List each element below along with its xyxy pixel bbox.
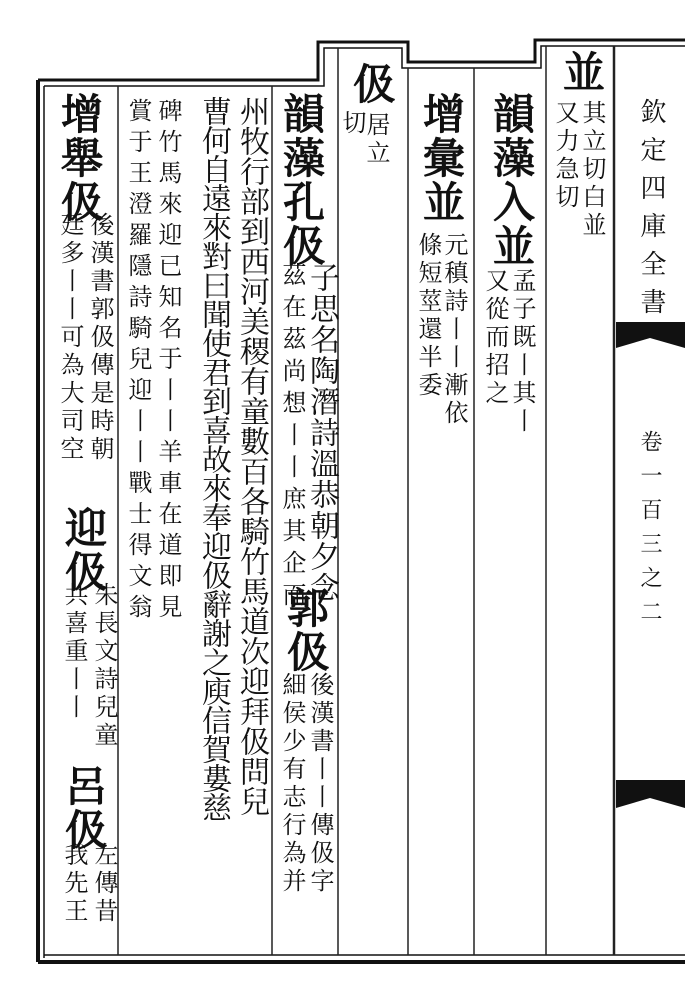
entry-note: 我先王 bbox=[60, 842, 88, 926]
entry-note: 條短莖還半委 bbox=[414, 232, 442, 400]
entry-note: 元稹詩丨丨漸依 bbox=[440, 232, 468, 428]
entry-heading: 韻藻入並 bbox=[487, 92, 536, 268]
entry-text: 曹何自遠來對曰聞使君到喜故來奉迎伋辭謝之庾信賀婁慈 bbox=[196, 96, 231, 821]
entry-text: 州牧行部到西河美稷有童數百各騎竹馬道次迎拜伋問兒 bbox=[234, 96, 269, 816]
entry-heading: 呂伋 bbox=[59, 764, 108, 852]
entry-note: 廷多丨丨可為大司空 bbox=[56, 212, 84, 464]
entry-note: 朱長文詩兒童 bbox=[90, 582, 118, 750]
entry-note: 左傳昔 bbox=[90, 842, 118, 926]
entry-text: 子思名陶潛詩溫恭朝夕念 bbox=[304, 262, 339, 603]
entry-note: 細侯少有志行為并 bbox=[278, 672, 306, 896]
entry-heading: 韻藻孔伋 bbox=[277, 92, 326, 268]
entry-note: 後漢書郭伋傳是時朝 bbox=[86, 212, 114, 464]
entry-note: 後漢書丨丨傳伋字 bbox=[306, 672, 334, 896]
entry-note: 又力急切 bbox=[551, 100, 579, 212]
header-title: 欽定四庫全書 bbox=[636, 98, 666, 326]
entry-note: 切 bbox=[338, 110, 366, 138]
entry-note: 居立 bbox=[362, 112, 390, 168]
entry-note: 又從而招之 bbox=[481, 268, 509, 408]
entry-text: 碑竹馬來迎已知名于丨丨羊車在道即見 bbox=[154, 98, 182, 625]
entry-note: 孟子既丨其丨 bbox=[508, 268, 536, 436]
entry-heading: 增彙並 bbox=[417, 92, 466, 224]
entry-text: 賞于王澄羅隱詩騎兒迎丨丨戰士得文翁 bbox=[124, 98, 152, 625]
entry-heading: 郭伋 bbox=[281, 586, 330, 674]
entry-note: 茲在茲尚想丨丨庶其企而 bbox=[278, 262, 306, 614]
entry-heading: 迎伋 bbox=[59, 506, 108, 594]
entry-heading: 增舉伋 bbox=[55, 92, 104, 224]
entry-heading: 伋 bbox=[347, 62, 396, 106]
entry-note: 共喜重丨丨 bbox=[60, 582, 88, 722]
header-volume: 卷一百三之二 bbox=[637, 430, 662, 634]
entry-note: 其立切白並 bbox=[578, 100, 606, 240]
entry-heading: 並 bbox=[557, 50, 606, 94]
